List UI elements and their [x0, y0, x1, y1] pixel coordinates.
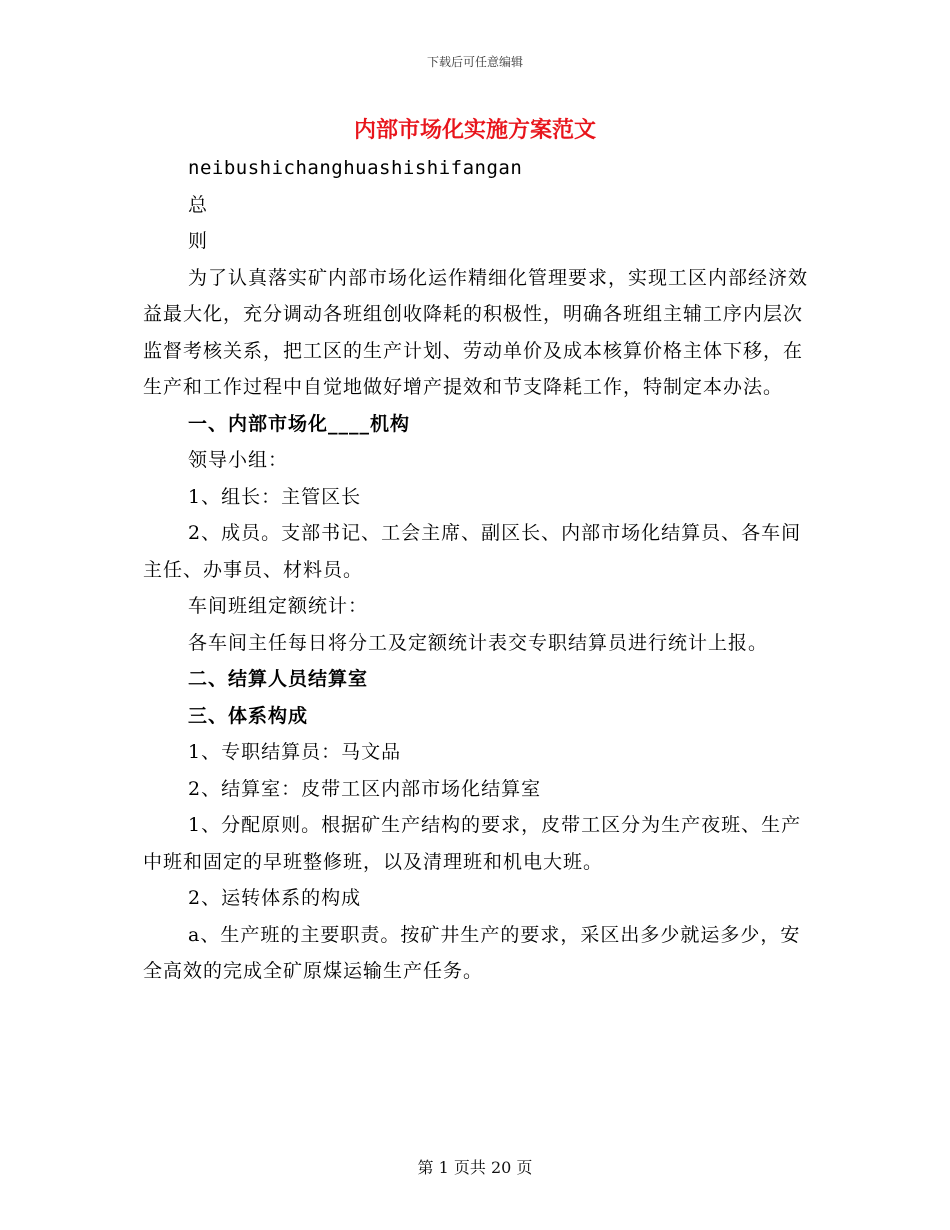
document-title: 内部市场化实施方案范文: [353, 118, 596, 143]
header-note: 下载后可任意编辑: [426, 55, 523, 69]
quota-stats-label: 车间班组定额统计：: [188, 595, 369, 617]
intro-paragraph: 为了认真落实矿内部市场化运作精细化管理要求，实现工区内部经济效益最大化，充分调动各班组创收降耗的积极性，明确各班组主辅工序内层次监督考核关系，把工区的生产计划、劳动单价及成本核算价格主体下移，在生产和工作过程中自觉地做好增产提效和节支降耗工作，特制定本办法。: [143, 266, 809, 398]
section-heading-settlement: 二、结算人员结算室: [188, 668, 369, 690]
production-duty-paragraph: a、生产班的主要职责。按矿井生产的要求，采区出多少就运多少，安全高效的完成全矿原煤运输生产任务。: [143, 923, 801, 982]
section-heading-organization: 一、内部市场化____机构: [188, 412, 411, 435]
system-item-clerk: 1、专职结算员：马文品: [188, 741, 402, 763]
leader-item-members: 2、成员。支部书记、工会主席、副区长、内部市场化结算员、各车间主任、办事员、材料员。: [143, 522, 802, 581]
title-pinyin: neibushichanghuashishifangan: [188, 157, 523, 179]
quota-stats-detail: 各车间主任每日将分工及定额统计表交专职结算员进行统计上报。: [188, 631, 769, 654]
operation-item: 2、运转体系的构成: [188, 887, 362, 909]
section-heading-system: 三、体系构成: [188, 704, 309, 727]
page-number: 第 1 页共 20 页: [417, 1158, 533, 1177]
general-char-1: 总: [188, 193, 209, 216]
principle-paragraph: 1、分配原则。根据矿生产结构的要求，皮带工区分为生产夜班、生产中班和固定的早班整修班，以及清理班和机电大班。: [143, 814, 802, 873]
document-body: [143, 150, 811, 990]
system-item-office: 2、结算室：皮带工区内部市场化结算室: [188, 777, 542, 800]
leader-item-head: 1、组长：主管区长: [188, 485, 362, 508]
general-char-2: 则: [188, 230, 209, 252]
leader-group-label: 领导小组：: [188, 449, 289, 471]
